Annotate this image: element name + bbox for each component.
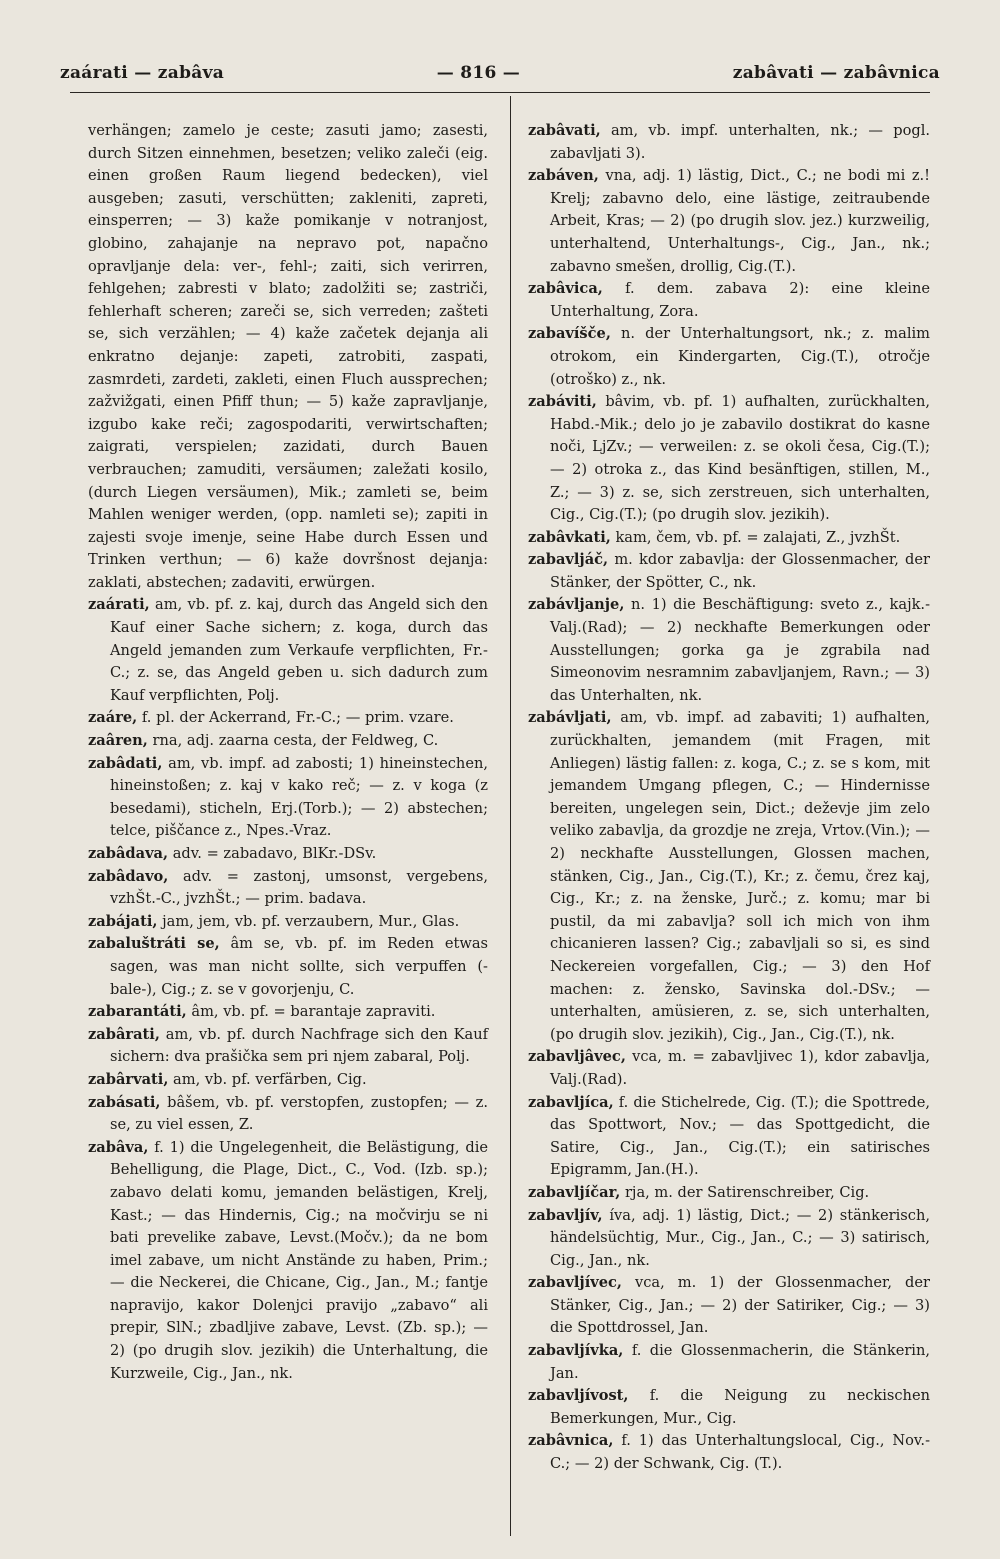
- entry-definition: rja, m. der Satirenschreiber, Cig.: [624, 1183, 870, 1201]
- entry-definition: f. pl. der Ackerrand, Fr.-C.; — prim. vzare.: [141, 709, 454, 727]
- entry-headword: zabârati,: [88, 1025, 160, 1043]
- entry-definition: âm, vb. pf. = barantaje zapraviti.: [191, 1003, 436, 1021]
- entry-headword: zabavljáč,: [528, 551, 609, 569]
- dictionary-entry: [528, 1205, 930, 1273]
- header-left-range: zaárati — zabâva: [60, 63, 225, 83]
- entry-definition: kam, čem, vb. pf. = zalajati, Z., jvzhŠt.: [615, 528, 901, 546]
- entry-definition: âm se, vb. pf. im Reden etwas sagen, was man nicht sollte, sich verpuffen (-bale-), Cig.; z. se v govorjenju, C.: [110, 935, 489, 998]
- header-right-range: zabâvati — zabâvnica: [732, 63, 940, 83]
- page-header: [60, 58, 940, 88]
- entry-headword: zabavljíca,: [528, 1093, 614, 1111]
- dictionary-entry: [528, 594, 930, 707]
- page-number: — 816 —: [436, 63, 521, 83]
- entry-definition: f. die Glossenmacherin, die Stänkerin, Jan.: [550, 1342, 931, 1382]
- dictionary-entry: [88, 1001, 488, 1024]
- right-column: [528, 120, 930, 1476]
- entry-definition: am, vb. impf. unterhalten, nk.; — pogl. zabavljati 3).: [550, 122, 931, 162]
- entry-headword: zabávljati,: [528, 709, 612, 727]
- dictionary-entry: [528, 1272, 930, 1340]
- entry-definition: am, vb. impf. ad zabosti; 1) hineinstechen, hineinstoßen; z. kaj v kako reč; — z. v koga (z besedami), sticheln, Erj.(Torb.); — 2) abstechen; telce, piščance z., Npes.-Vraz.: [110, 754, 488, 840]
- entry-definition: bâvim, vb. pf. 1) aufhalten, zurückhalten, Habd.-Mik.; delo jo je zabavilo dostikrat do kasne noči, LjZv.; — verweilen: z. se okoli česa, Cig.(T.); — 2) otroka z., das Kind besänftigen, stillen, M., Z.; — 3) z. se, sich zerstreuen, sich unterhalten, Cig., Cig.(T.); (po drugih slov. jezikih).: [550, 393, 931, 524]
- entry-definition: n. der Unterhaltungsort, nk.; z. malim otrokom, ein Kindergarten, Cig.(T.), otročje (otroško) z., nk.: [550, 325, 930, 388]
- dictionary-entry: [528, 391, 930, 527]
- entry-definition: jam, jem, vb. pf. verzaubern, Mur., Glas.: [162, 912, 460, 930]
- entry-headword: zabâdava,: [88, 845, 169, 862]
- entry-headword: zabavljív,: [528, 1206, 603, 1224]
- entry-headword: zabâvati,: [528, 122, 601, 139]
- entry-headword: zabaluštráti se,: [88, 935, 220, 953]
- entry-definition: m. kdor zabavlja: der Glossenmacher, der Stänker, der Spötter, C., nk.: [550, 551, 931, 591]
- entry-definition: rna, adj. zaarna cesta, der Feldweg, C.: [152, 732, 439, 750]
- left-column: [88, 120, 488, 1385]
- entry-definition: íva, adj. 1) lästig, Dict.; — 2) stänkerisch, händelsüchtig, Mur., Cig., Jan., C.; — 3) satirisch, Cig., Jan., nk.: [550, 1206, 931, 1269]
- entry-definition: am, vb. pf. verfärben, Cig.: [173, 1070, 367, 1088]
- dictionary-entry: [528, 1385, 930, 1430]
- dictionary-entry: [528, 165, 930, 278]
- entry-definition: adv. = zabadavo, BlKr.-DSv.: [172, 845, 377, 862]
- dictionary-entry: [88, 866, 488, 911]
- entry-headword: zabáviti,: [528, 393, 597, 411]
- entry-headword: zabavljívost,: [528, 1387, 629, 1405]
- entry-definition: n. 1) die Beschäftigung: sveto z., kajk.-Valj.(Rad); — 2) neckhafte Bemerkungen oder Ausstellungen; gorka ga je zgrabila nad Simeonovim nesramnim zabavljanjem, Ravn.; — 3) das Unterhalten, nk.: [550, 596, 931, 704]
- entry-headword: zabârvati,: [88, 1070, 169, 1088]
- dictionary-entry: [88, 120, 488, 594]
- dictionary-entry: [528, 1092, 930, 1182]
- entry-headword: zabâvnica,: [528, 1432, 614, 1450]
- dictionary-entry: [528, 549, 930, 594]
- header-rule: [70, 92, 930, 93]
- column-divider: [510, 96, 511, 1536]
- entry-headword: zaárati,: [88, 596, 150, 614]
- dictionary-entry: [528, 707, 930, 1046]
- dictionary-entry: [88, 753, 488, 843]
- dictionary-entry: [528, 1430, 930, 1475]
- entry-definition: am, vb. impf. ad zabaviti; 1) aufhalten, zurückhalten, jemandem (mit Fragen, mit Anliegen) lästig fallen: z. koga, C.; z. se s kom, mit jemandem Umgang pflegen, C.; — Hindernisse bereiten, ungelegen sein, Dict.; deževje jim zelo veliko zabavlja, da grozdje ne zreja, Vrtov.(Vin.); — 2) neckhafte Ausstellungen, Glossen machen, stänken, Cig., Jan., Cig.(T.), Kr.; z. čemu, črez kaj, Cig., Kr.; z. na ženske, Jurč.; z. komu; mar bi pustil, da mi zabavlja? soll ich mich von ihm chicanieren lassen? Cig.; zabavljali so si, es sind Neckereien vorgefallen, Cig.; — 3) den Hof machen: z. žensko, Savinska dol.-DSv.; — unterhalten, amüsieren, z. se, sich unterhalten, (po drugih slov. jezikih), Cig., Jan., Cig.(T.), nk.: [550, 709, 931, 1043]
- entry-definition: vca, m. = zabavljivec 1), kdor zabavlja, Valj.(Rad).: [550, 1048, 930, 1088]
- entry-definition: adv. = zastonj, umsonst, vergebens, vzhŠt.-C., jvzhŠt.; — prim. badava.: [110, 867, 488, 908]
- dictionary-entry: [88, 1137, 488, 1386]
- entry-headword: zabávljanje,: [528, 596, 625, 614]
- entry-headword: zabavíšče,: [528, 325, 611, 343]
- entry-headword: zabarantáti,: [88, 1003, 187, 1021]
- dictionary-entry: [88, 911, 488, 934]
- entry-headword: zabâvkati,: [528, 528, 611, 546]
- dictionary-entry: [88, 730, 488, 753]
- dictionary-entry: [528, 278, 930, 323]
- entry-definition: verhängen; zamelo je ceste; zasuti jamo; zasesti, durch Sitzen einnehmen, besetzen; veliko zaleči (eig. einen großen Raum liegend bedecken), viel ausgeben; zasuti, verschütten; zakleniti, zapreti, einsperren; — 3) kaže pomikanje v notranjost, globino, zahajanje na nepravo pot, napačno opravljanje dela: ver-, fehl-; zaiti, sich verirren, fehlgehen; zabresti v blato; zadolžiti se; zastriči, fehlerhaft scheren; zareči se, sich verreden; zašteti se, sich verzählen; — 4) kaže začetek dejanja ali enkratno dejanje: zapeti, zatrobiti, zaspati, zasmrdeti, zardeti, zakleti, einen Fluch aussprechen; zažvižgati, einen Pfiff thun; — 5) kaže zapravljanje, izgubo kake reči; zagospodariti, verwirtschaften; zaigrati, verspielen; zazidati, durch Bauen verbrauchen; zamuditi, versäumen; zaležati kosilo, (durch Liegen versäumen), Mik.; zamleti se, beim Mahlen weniger werden, (opp. namleti se); zapiti in zajesti svoje imenje, seine Habe durch Essen und Trinken verthun; — 6) kaže dovršnost dejanja: zaklati, abstechen; zadaviti, erwürgen.: [88, 122, 488, 591]
- entry-headword: zabâvica,: [528, 280, 603, 298]
- entry-headword: zabavljívec,: [528, 1274, 622, 1292]
- entry-definition: am, vb. pf. z. kaj, durch das Angeld sich den Kauf einer Sache sichern; z. koga, durch das Angeld jemanden zum Verkaufe verpflichten, Fr.-C.; z. se, das Angeld geben u. sich dadurch zum Kauf verpflichten, Polj.: [110, 596, 488, 704]
- entry-headword: zaáre,: [88, 709, 138, 727]
- entry-headword: zabáven,: [528, 167, 599, 185]
- dictionary-entry: [528, 323, 930, 391]
- entry-definition: f. 1) das Unterhaltungslocal, Cig., Nov.-C.; — 2) der Schwank, Cig. (T.).: [550, 1432, 930, 1473]
- entry-definition: vna, adj. 1) lästig, Dict., C.; ne bodi mi z.! Krelj; zabavno delo, eine lästige, zeitraubende Arbeit, Kras; — 2) (po drugih slov. jez.) kurzweilig, unterhaltend, Unterhaltungs-, Cig., Jan., nk.; zabavno smešen, drollig, Cig.(T.).: [550, 167, 931, 275]
- entry-headword: zabâdati,: [88, 754, 163, 772]
- entry-definition: vca, m. 1) der Glossenmacher, der Stänker, Cig., Jan.; — 2) der Satiriker, Cig.; — 3) die Spottdrossel, Jan.: [550, 1274, 931, 1337]
- dictionary-entry: [528, 120, 930, 165]
- entry-headword: zabásati,: [88, 1093, 161, 1111]
- entry-headword: zabâva,: [88, 1138, 149, 1156]
- entry-definition: f. die Neigung zu neckischen Bemerkungen, Mur., Cig.: [550, 1387, 930, 1427]
- dictionary-entry: [528, 1182, 930, 1205]
- dictionary-entry: [88, 933, 488, 1001]
- dictionary-entry: [88, 594, 488, 707]
- entry-headword: zabájati,: [88, 912, 158, 930]
- entry-headword: zabavljâvec,: [528, 1048, 626, 1066]
- entry-definition: am, vb. pf. durch Nachfrage sich den Kauf sichern: dva prašička sem pri njem zabaral, Polj.: [110, 1025, 489, 1066]
- dictionary-entry: [528, 1340, 930, 1385]
- entry-headword: zabavljíčar,: [528, 1183, 621, 1201]
- entry-definition: f. 1) die Ungelegenheit, die Belästigung, die Behelligung, die Plage, Dict., C., Vod. (Izb. sp.); zabavo delati komu, jemanden belästigen, Krelj, Kast.; — das Hindernis, Cig.; na močvirju se ni bati prevelike zabave, Levst.(Močv.); da ne bom imel zabave, um nicht Anstände zu haben, Prim.; — die Neckerei, die Chicane, Cig., Jan., M.; fantje napravijo, kakor Dolenjci pravijo „zabavo“ ali prepir, SlN.; zbadljive zabave, Levst. (Zb. sp.); — 2) (po drugih slov. jezikih) die Unterhaltung, die Kurzweile, Cig., Jan., nk.: [110, 1138, 489, 1382]
- dictionary-entry: [88, 707, 488, 730]
- entry-headword: zabâdavo,: [88, 867, 169, 885]
- entry-headword: zabavljívka,: [528, 1342, 624, 1360]
- entry-definition: f. dem. zabava 2): eine kleine Unterhaltung, Zora.: [550, 280, 931, 320]
- dictionary-entry: [88, 1092, 488, 1137]
- dictionary-entry: [528, 1046, 930, 1091]
- dictionary-entry: [88, 1024, 488, 1069]
- entry-headword: zaâren,: [88, 732, 148, 750]
- dictionary-entry: [528, 527, 930, 550]
- entry-definition: bâšem, vb. pf. verstopfen, zustopfen; — z. se, zu viel essen, Z.: [110, 1093, 489, 1134]
- dictionary-entry: [88, 843, 488, 866]
- dictionary-entry: [88, 1069, 488, 1092]
- entry-definition: f. die Stichelrede, Cig. (T.); die Spottrede, das Spottwort, Nov.; — das Spottgedicht, die Satire, Cig., Jan., Cig.(T.); ein satirisches Epigramm, Jan.(H.).: [550, 1093, 930, 1179]
